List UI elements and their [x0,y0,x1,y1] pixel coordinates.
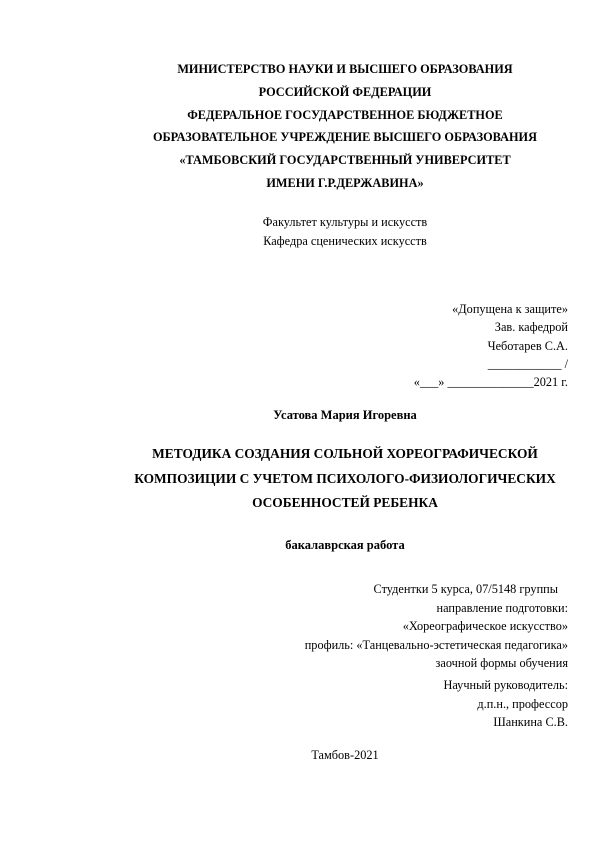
header-line: ФЕДЕРАЛЬНОЕ ГОСУДАРСТВЕННОЕ БЮДЖЕТНОЕ [187,107,503,122]
header-line: МИНИСТЕРСТВО НАУКИ И ВЫСШЕГО ОБРАЗОВАНИЯ [177,62,513,76]
city-year: Тамбов-2021 [311,748,379,762]
admission-block [414,300,568,391]
faculty-block [0,213,595,251]
work-type: бакалаврская работа [285,538,405,552]
title-line: КОМПОЗИЦИИ С УЧЕТОМ ПСИХОЛОГО-ФИЗИОЛОГИЧЕСКИХ [134,470,556,486]
supervisor-line: Шанкина С.В. [493,715,568,729]
student-line: направление подготовки: [436,600,568,615]
student-line: профиль: «Танцевально-эстетическая педагогика» [304,637,568,652]
faculty-name: Факультет культуры и искусств [262,215,428,229]
author-name: Усатова Мария Игоревна [273,408,417,422]
header-line: РОССИЙСКОЙ ФЕДЕРАЦИИ [258,84,432,99]
supervisor-line: д.п.н., профессор [477,696,568,711]
header-line: ОБРАЗОВАТЕЛЬНОЕ УЧРЕЖДЕНИЕ ВЫСШЕГО ОБРАЗОВАНИЯ [152,130,538,145]
thesis-title [0,442,595,516]
admission-line: Чеботарев С.А. [487,338,568,353]
date-line: «___» ______________2021 г. [413,375,568,390]
student-line: «Хореографическое искусство» [402,619,568,633]
admission-line: Зав. кафедрой [494,320,568,335]
title-line: МЕТОДИКА СОЗДАНИЯ СОЛЬНОЙ ХОРЕОГРАФИЧЕСКОЙ [152,446,538,461]
header-line: «ТАМБОВСКИЙ ГОСУДАРСТВЕННЫЙ УНИВЕРСИТЕТ [179,153,511,168]
supervisor-line: Научный руководитель: [443,678,568,692]
student-line: Студентки 5 курса, 07/5148 группы [373,582,558,596]
student-line: заочной формы обучения [435,656,568,670]
title-line: ОСОБЕННОСТЕЙ РЕБЕНКА [252,495,438,510]
signature-line: ____________ / [487,356,568,371]
header-line: ИМЕНИ Г.Р.ДЕРЖАВИНА» [266,175,424,190]
student-info [305,580,568,673]
department-name: Кафедра сценических искусств [263,234,427,248]
institution-header [0,58,595,195]
admission-line: «Допущена к защите» [452,302,568,316]
supervisor-info [443,676,568,732]
